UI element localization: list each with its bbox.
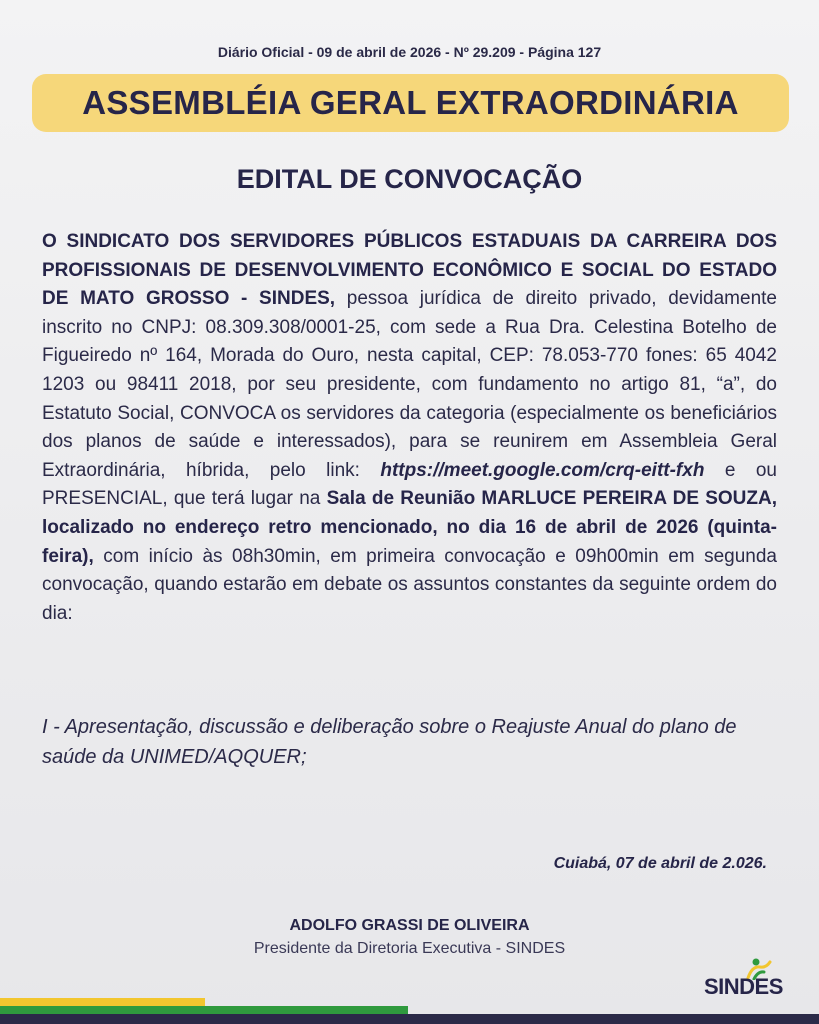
footer-stripe-yellow [0, 998, 205, 1006]
publication-header: Diário Oficial - 09 de abril de 2026 - Nº 29.209 - Página 127 [217, 44, 602, 60]
logo-text: SINDES [704, 974, 783, 999]
signatory-name: ADOLFO GRASSI DE OLIVEIRA [289, 917, 530, 934]
footer-stripe-green [0, 1006, 408, 1014]
footer-stripe-navy [0, 1014, 819, 1024]
sindes-logo [700, 958, 810, 1000]
body-text-part-1: pessoa jurídica de direito privado, devidamente inscrito no CNPJ: 08.309.308/0001-25, com sede a Rua Dra. Celestina Botelho de Figueiredo nº 164, Morada do Ouro, nesta capital, CEP: 78.053-770 fones: 65 4042 1203 ou 98411 2018, por seu presidente, com fundamento no artigo 81, “a”, do Estatuto Social, CONVOCA os servidores da categoria (especialmente os beneficiários dos planos de saúde e interessados), para se reunirem em Assembleia Geral Extraordinária, híbrida, pelo link: [42, 288, 777, 481]
agenda-item-1: I - Apresentação, discussão e deliberação sobre o Reajuste Anual do plano de saúde da UNIMED/AQQUER; [42, 716, 737, 768]
meeting-location: Sala de Reunião MARLUCE PEREIRA DE SOUZA, localizado no endereço retro mencionado, no dia 16 de abril de 2026 (quinta-feira), [42, 488, 777, 567]
signature-block [0, 914, 819, 960]
title-banner [32, 74, 789, 132]
organization-name: O SINDICATO DOS SERVIDORES PÚBLICOS ESTADUAIS DA CARREIRA DOS PROFISSIONAIS DE DESENVOLVIMENTO ECONÔMICO E SOCIAL DO ESTADO DE MATO GROSSO - SINDES, [42, 231, 777, 310]
meeting-link[interactable]: https://meet.google.com/crq-eitt-fxh [380, 459, 705, 481]
body-text-part-3: com início às 08h30min, em primeira convocação e 09h00min em segunda convocação, quando estarão em debate os assuntos constantes da seguinte ordem do dia: [42, 545, 777, 624]
banner-title: ASSEMBLÉIA GERAL EXTRAORDINÁRIA [82, 84, 739, 121]
convocation-body [42, 228, 777, 628]
signatory-role: Presidente da Diretoria Executiva - SINDES [253, 940, 566, 957]
date-line: Cuiabá, 07 de abril de 2.026. [553, 855, 767, 872]
edital-subtitle: EDITAL DE CONVOCAÇÃO [236, 164, 583, 194]
body-text-part-2: e ou PRESENCIAL, que terá lugar na [42, 459, 777, 510]
